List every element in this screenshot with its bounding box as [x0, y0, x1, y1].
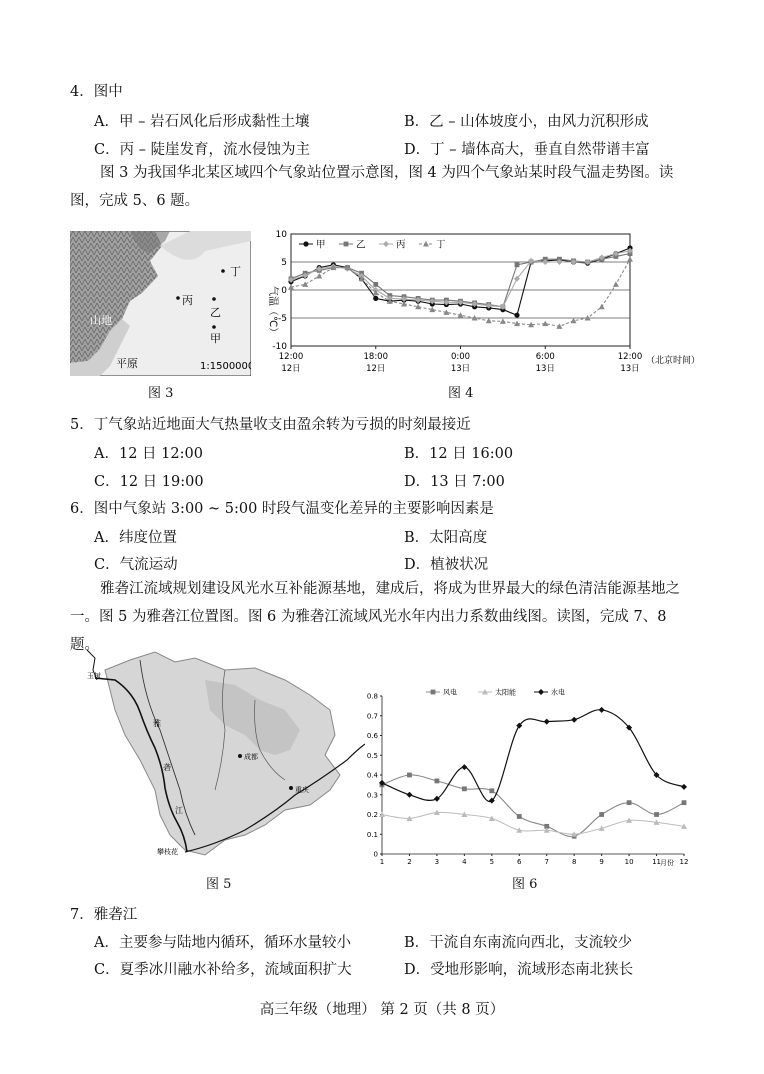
q6-stem: 6．图中气象站 3:00 ~ 5:00 时段气温变化差异的主要影响因素是 [70, 501, 494, 517]
q4-option-a: A．甲 – 岩石风化后形成黏性土壤 [94, 114, 310, 130]
fig6-xtick-label: 9 [599, 858, 604, 866]
fig6-point-0-9 [627, 800, 632, 805]
chongqing-dot [289, 786, 293, 790]
fig4-xtick-date: 13日 [620, 364, 640, 374]
fig4-ytick-label: 0 [281, 286, 287, 296]
fig6-point-2-7 [571, 717, 577, 723]
fig6-xtick-label: 7 [544, 858, 549, 866]
fig4-legend-label-0: 甲 [316, 239, 326, 251]
fig6-point-0-5 [517, 814, 522, 819]
figure-3-map [70, 231, 251, 376]
fig4-xtick-label: 18:00 [363, 352, 388, 362]
figure-5-map [85, 640, 365, 870]
fig4-legend-label-3: 丁 [436, 239, 446, 251]
fig4-ylabel: 气温（℃） [267, 286, 278, 338]
q7-option-d: D．受地形影响，流域形态南北狭长 [404, 962, 634, 978]
fig4-legend-marker-3 [423, 241, 429, 247]
fig4-point-0-16 [514, 313, 519, 318]
fig4-legend-label-1: 乙 [356, 239, 366, 251]
fig4-point-3-24 [627, 256, 633, 262]
fig4-xtick-date: 12日 [366, 364, 386, 374]
station-jia-dot [212, 325, 216, 329]
map-label-bing: 丙 [182, 294, 193, 307]
fig6-point-2-8 [599, 707, 605, 713]
fig4-point-3-14 [486, 318, 492, 324]
fig4-xlabel-suffix: （北京时间） [646, 356, 698, 366]
fig6-ytick-label: 0.8 [366, 692, 378, 701]
q6-option-d: D．植被状况 [404, 557, 489, 573]
fig6-ytick-label: 0.5 [366, 751, 378, 760]
fig6-series-line-1 [382, 812, 684, 834]
fig4-legend-marker-1 [344, 242, 349, 247]
q4-option-d: D．丁 – 墙体高大，垂直自然带谱丰富 [404, 142, 650, 158]
station-ding-dot [221, 269, 225, 273]
fig4-point-0-6 [373, 296, 378, 301]
q7-option-c: C．夏季冰川融水补给多，流域面积扩大 [94, 962, 352, 978]
map-label-jia: 甲 [210, 332, 221, 345]
map-scale: 1:1500000 [200, 361, 251, 372]
q6-option-c: C．气流运动 [94, 557, 178, 573]
fig6-point-2-6 [544, 719, 550, 725]
q6-option-a: A．纬度位置 [94, 530, 177, 546]
fig4-ytick-label: 5 [281, 258, 287, 268]
fig4-ytick-label: -10 [272, 342, 287, 352]
chengdu-dot [238, 754, 242, 758]
fig6-series-line-0 [382, 775, 684, 837]
fig4-point-3-23 [613, 281, 619, 287]
map5-label-long: 砻 [163, 763, 171, 772]
figure-4-chart [258, 226, 698, 384]
fig6-xtick-label: 3 [434, 858, 440, 866]
figure-4-caption: 图 4 [448, 386, 474, 401]
fig6-point-2-3 [461, 764, 467, 770]
fig6-xtick-label: 5 [489, 858, 495, 866]
map-label-ding: 丁 [230, 265, 241, 278]
intro-q5-q6: 图 3 为我国华北某区域四个气象站位置示意图，图 4 为四个气象站某时段气温走势图。读图，完成 5、6 题。 [70, 165, 674, 209]
fig4-xtick-date: 13日 [450, 364, 471, 374]
fig4-point-3-15 [500, 318, 506, 324]
q5-option-c: C．12 日 19:00 [94, 474, 204, 490]
fig6-point-2-11 [681, 784, 687, 790]
fig6-ytick-label: 0.1 [366, 830, 378, 839]
q4-option-b: B．乙 – 山体坡度小，由风力沉积形成 [404, 114, 649, 130]
fig6-point-0-11 [682, 800, 687, 805]
station-bing-dot [176, 296, 180, 300]
fig6-legend-label-1: 太阳能 [495, 688, 516, 697]
fig6-xlabel-suffix: 月份 [660, 859, 674, 866]
fig6-point-0-3 [462, 786, 467, 791]
figure-6-caption: 图 6 [512, 877, 538, 892]
figure-6-chart [362, 684, 694, 866]
q5-option-b: B．12 日 16:00 [404, 446, 514, 462]
q6-option-b: B．太阳高度 [404, 530, 488, 546]
fig4-legend-label-2: 丙 [396, 239, 406, 251]
fig4-xtick-date: 13日 [535, 364, 555, 374]
fig4-series-line-2 [291, 251, 630, 307]
fig6-ytick-label: 0.2 [366, 811, 378, 819]
fig4-ytick-label: 10 [275, 230, 287, 240]
figure-3-caption: 图 3 [148, 386, 174, 401]
fig6-xtick-label: 1 [379, 858, 385, 866]
map5-label-chongqing: 重庆 [295, 786, 309, 794]
fig6-xtick-label: 11 [652, 858, 662, 866]
temperature-chart-svg [258, 226, 698, 384]
fig6-xtick-label: 2 [407, 858, 412, 866]
q5-stem: 5．丁气象站近地面大气热量收支由盈余转为亏损的时刻最接近 [70, 417, 471, 433]
fig4-point-1-16 [515, 262, 520, 267]
fig6-xtick-label: 10 [624, 858, 634, 866]
fig6-legend-label-0: 风电 [443, 688, 457, 697]
q7-stem: 7．雅砻江 [70, 907, 138, 923]
fig6-point-0-4 [489, 788, 494, 793]
q5-option-d: D．13 日 7:00 [404, 474, 505, 490]
fig4-ytick-label: -5 [278, 314, 287, 324]
fig4-point-3-8 [401, 301, 407, 307]
fig6-legend-label-2: 水电 [551, 688, 565, 697]
fig6-point-0-10 [654, 812, 659, 817]
q4-option-c: C．丙 – 陡崖发育，流水侵蚀为主 [94, 142, 311, 158]
page-footer: 高三年级（地理） 第 2 页（共 8 页） [259, 1002, 505, 1018]
station-yi-dot [212, 297, 216, 301]
fig6-ytick-label: 0.7 [366, 712, 378, 721]
map5-label-jiang: 江 [175, 806, 183, 815]
fig4-xtick-label: 12:00 [617, 352, 643, 362]
q7-option-a: A．主要参与陆地内循环，循环水量较小 [94, 935, 351, 951]
fig6-xtick-label: 8 [571, 858, 577, 866]
q7-option-b: B．干流自东南流向西北，支流较少 [404, 935, 633, 951]
fig6-point-0-2 [435, 779, 440, 784]
map5-label-chengdu: 成都 [244, 753, 258, 761]
map-label-shandi: 山地 [90, 314, 112, 327]
figure-5-caption: 图 5 [206, 877, 232, 892]
intro-q7-q8: 雅砻江流域规划建设风光水互补能源基地，建成后，将成为世界最大的绿色清洁能源基地之一。图 5 为雅砻江位置图。图 6 为雅砻江流域风光水年内出力系数曲线图。读图，完成 7、8 题。 [70, 581, 680, 653]
fig6-ytick-label: 0.3 [366, 791, 378, 800]
map-label-yi: 乙 [210, 306, 221, 319]
map5-label-ya: 雅 [153, 719, 161, 728]
fig4-xtick-label: 6:00 [535, 352, 555, 362]
fig4-legend-marker-2 [383, 241, 389, 247]
output-coefficient-chart-svg [362, 684, 694, 866]
map-label-pingyuan: 平原 [116, 357, 138, 370]
fig6-legend-marker-0 [431, 690, 436, 695]
fig6-ytick-label: 0 [373, 850, 378, 859]
fig4-xtick-label: 0:00 [450, 352, 471, 362]
fig6-xtick-label: 12 [679, 858, 689, 866]
fig6-point-0-8 [599, 812, 604, 817]
map5-label-panzhihua: 攀枝花 [157, 848, 178, 856]
fig6-ytick-label: 0.6 [366, 732, 378, 740]
fig6-xtick-label: 4 [462, 858, 467, 866]
fig4-point-3-20 [571, 318, 577, 324]
fig4-legend-marker-0 [303, 241, 308, 246]
fig6-point-0-1 [407, 773, 412, 778]
fig6-xtick-label: 6 [517, 858, 522, 866]
fig4-xtick-date: 12日 [281, 364, 301, 374]
fig4-xtick-label: 12:00 [278, 352, 304, 362]
fig6-ytick-label: 0.4 [366, 771, 378, 780]
q4-stem: 4．图中 [70, 84, 123, 100]
fig4-point-3-1 [302, 281, 308, 287]
fig4-point-3-22 [599, 304, 605, 310]
fig6-series-line-2 [382, 710, 684, 802]
fig4-point-3-2 [316, 273, 322, 279]
map5-label-yushu: 玉树 [87, 672, 101, 680]
fig4-point-1-6 [373, 282, 378, 287]
fig6-point-2-1 [406, 792, 412, 798]
fig6-point-1-0 [379, 812, 385, 818]
q5-option-a: A．12 日 12:00 [94, 446, 203, 462]
fig6-legend-marker-2 [538, 689, 544, 695]
